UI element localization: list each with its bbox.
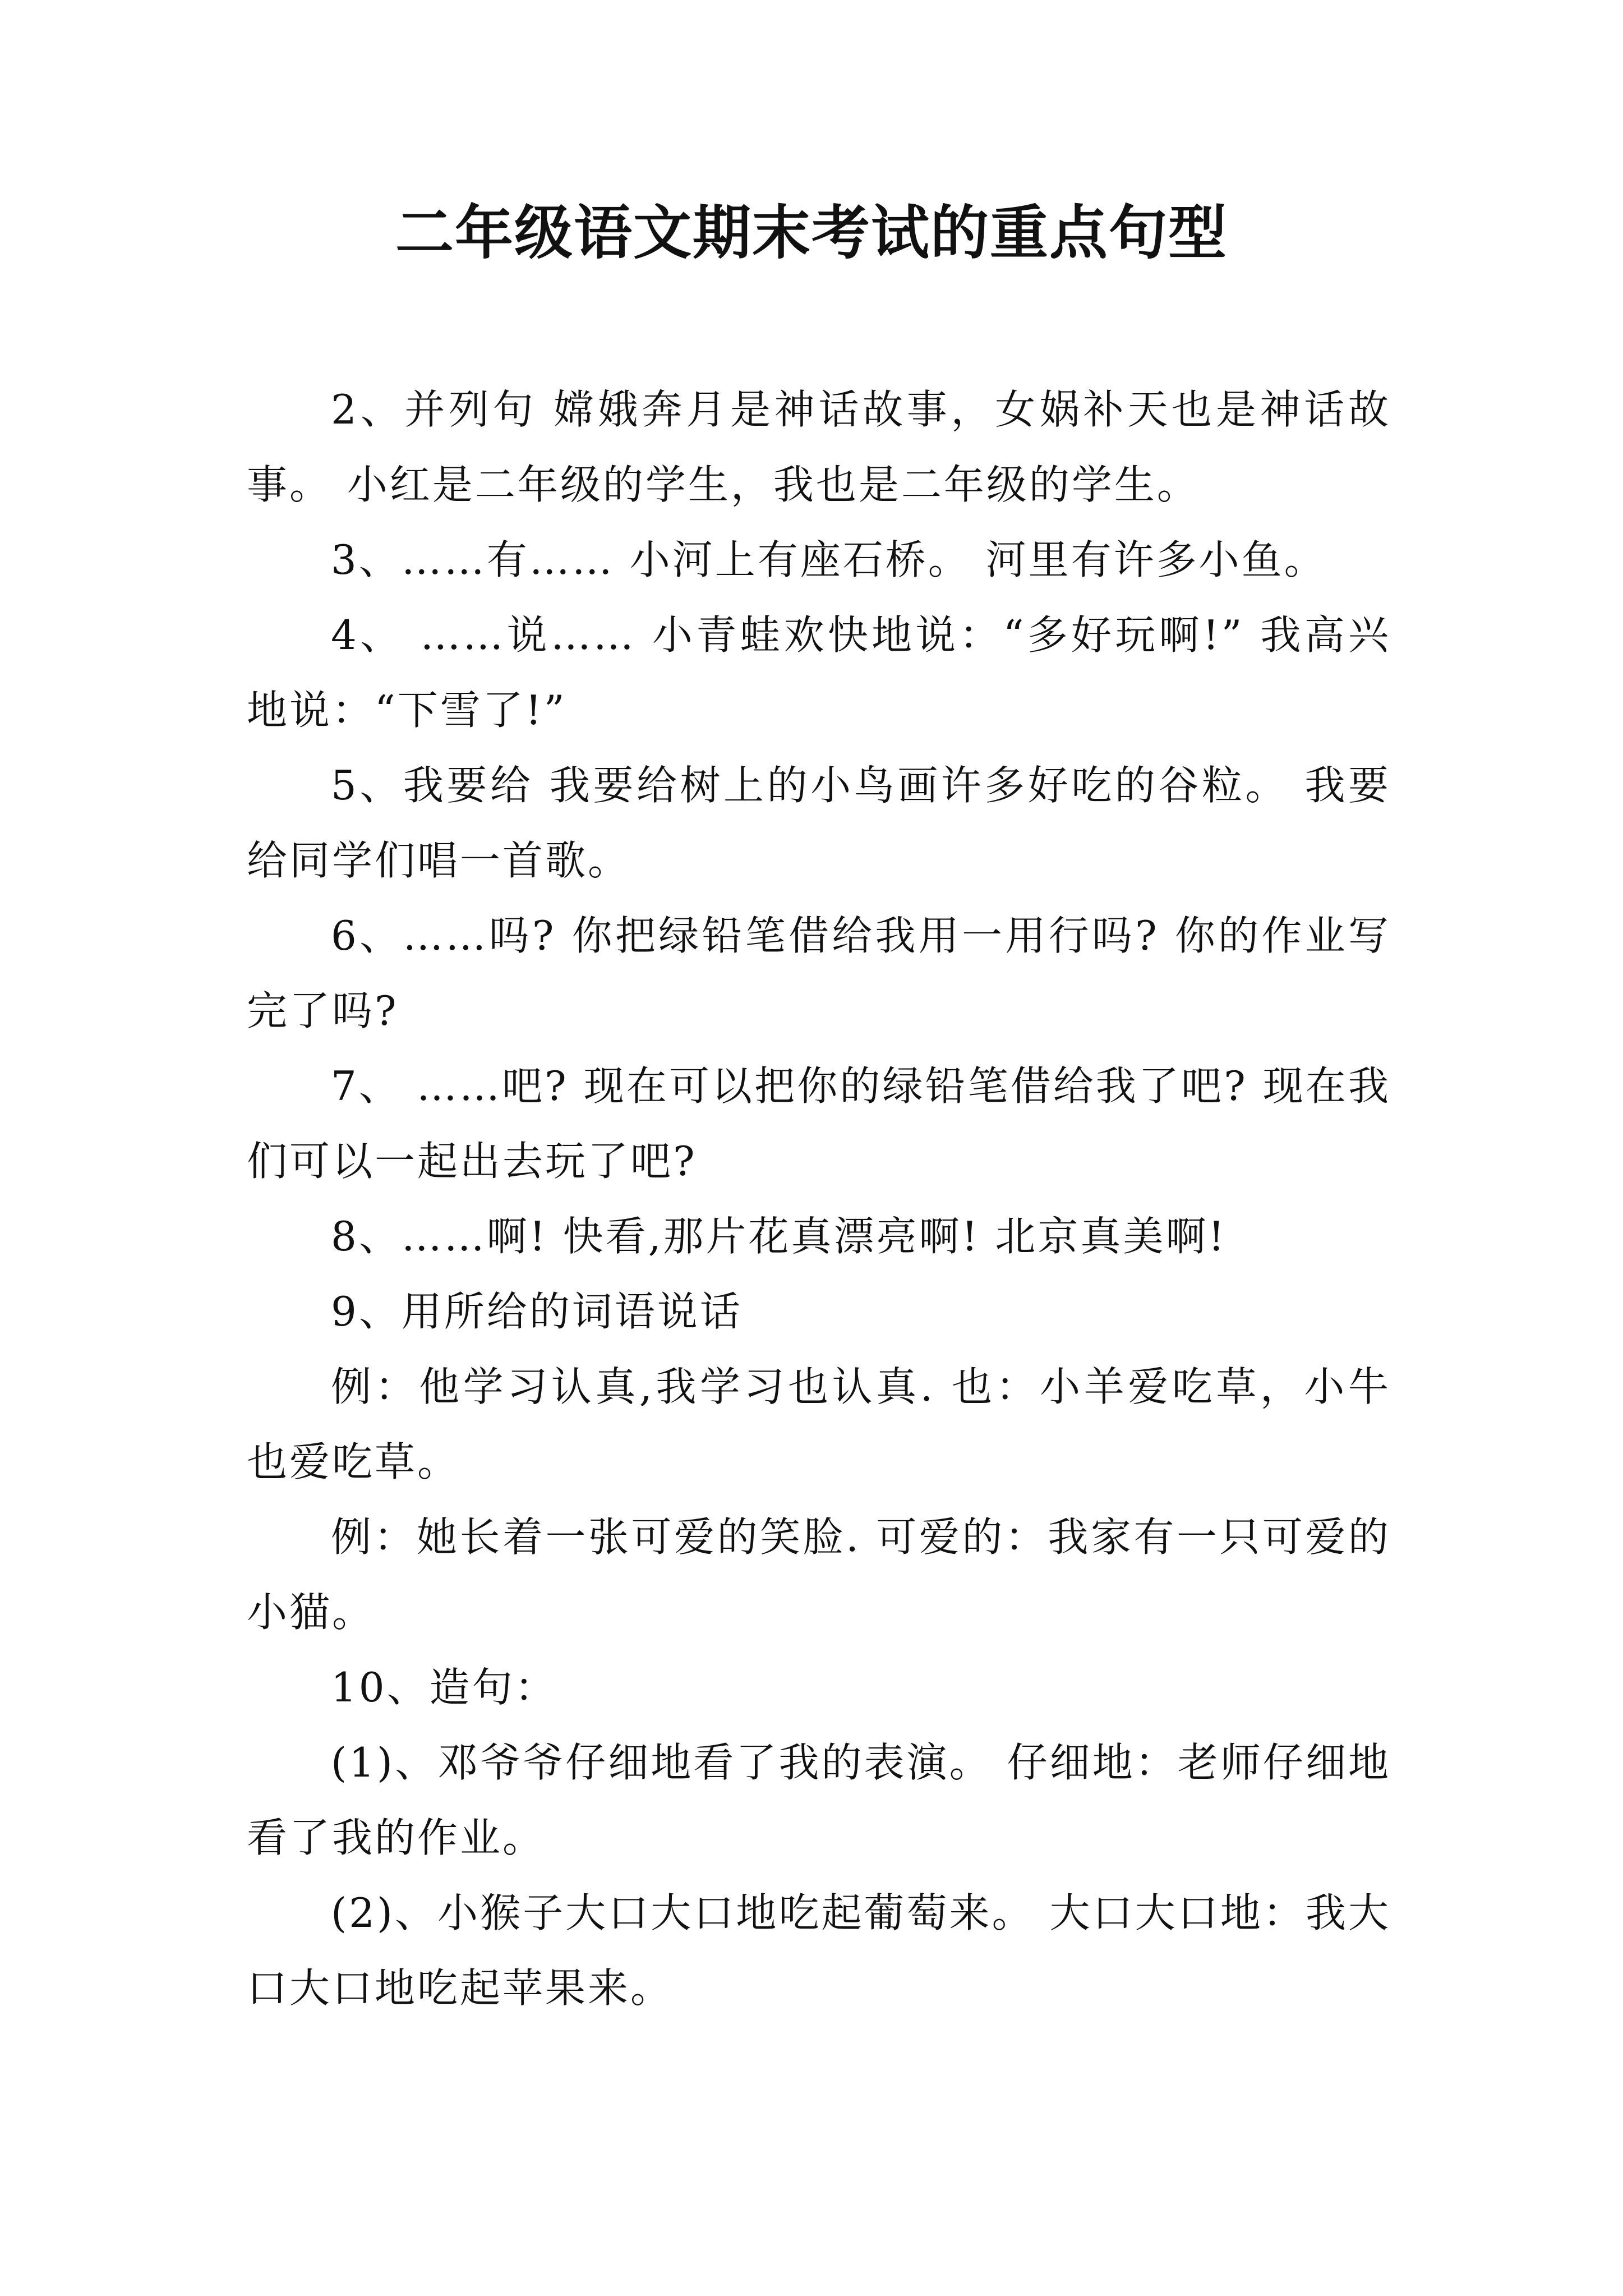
paragraph-a-exclamation: 8、……啊! 快看,那片花真漂亮啊! 北京真美啊! xyxy=(331,1213,1227,1260)
paragraph-ma-question: 6、……吗? 你把绿铅笔借给我用一用行吗? 你的作业写完了吗? xyxy=(247,912,1391,1034)
paragraph-shuo-pattern: 4、 ……说…… 小青蛙欢快地说：“多好玩啊!” 我高兴地说：“下雪了!” xyxy=(247,611,1391,734)
paragraph-parallel-sentence: 2、并列句 嫦娥奔月是神话故事，女娲补天也是神话故事。 小红是二年级的学生，我也是二年级的学生。 xyxy=(247,386,1391,508)
paragraph-sentence-making-heading: 10、造句： xyxy=(331,1664,557,1711)
paragraph-wo-yao-gei: 5、我要给 我要给树上的小鸟画许多好吃的谷粒。 我要给同学们唱一首歌。 xyxy=(247,762,1391,884)
paragraph-example-keai: 例：她长着一张可爱的笑脸. 可爱的：我家有一只可爱的小猫。 xyxy=(247,1513,1391,1636)
paragraph-sentence-1: (1)、邓爷爷仔细地看了我的表演。 仔细地：老师仔细地看了我的作业。 xyxy=(247,1739,1391,1861)
paragraph-sentence-2: (2)、小猴子大口大口地吃起葡萄来。 大口大口地：我大口大口地吃起苹果来。 xyxy=(247,1889,1391,2012)
paragraph-example-ye: 例：他学习认真,我学习也认真. 也：小羊爱吃草，小牛也爱吃草。 xyxy=(247,1363,1391,1485)
document-body xyxy=(247,372,1391,2026)
paragraph-you-pattern: 3、……有…… 小河上有座石桥。 河里有许多小鱼。 xyxy=(331,536,1327,583)
page-title: 二年级语文期末考试的重点句型 xyxy=(395,198,1228,267)
paragraph-ba-question: 7、 ……吧? 现在可以把你的绿铅笔借给我了吧? 现在我们可以一起出去玩了吧? xyxy=(247,1062,1391,1185)
paragraph-word-usage-heading: 9、用所给的词语说话 xyxy=(331,1288,743,1335)
